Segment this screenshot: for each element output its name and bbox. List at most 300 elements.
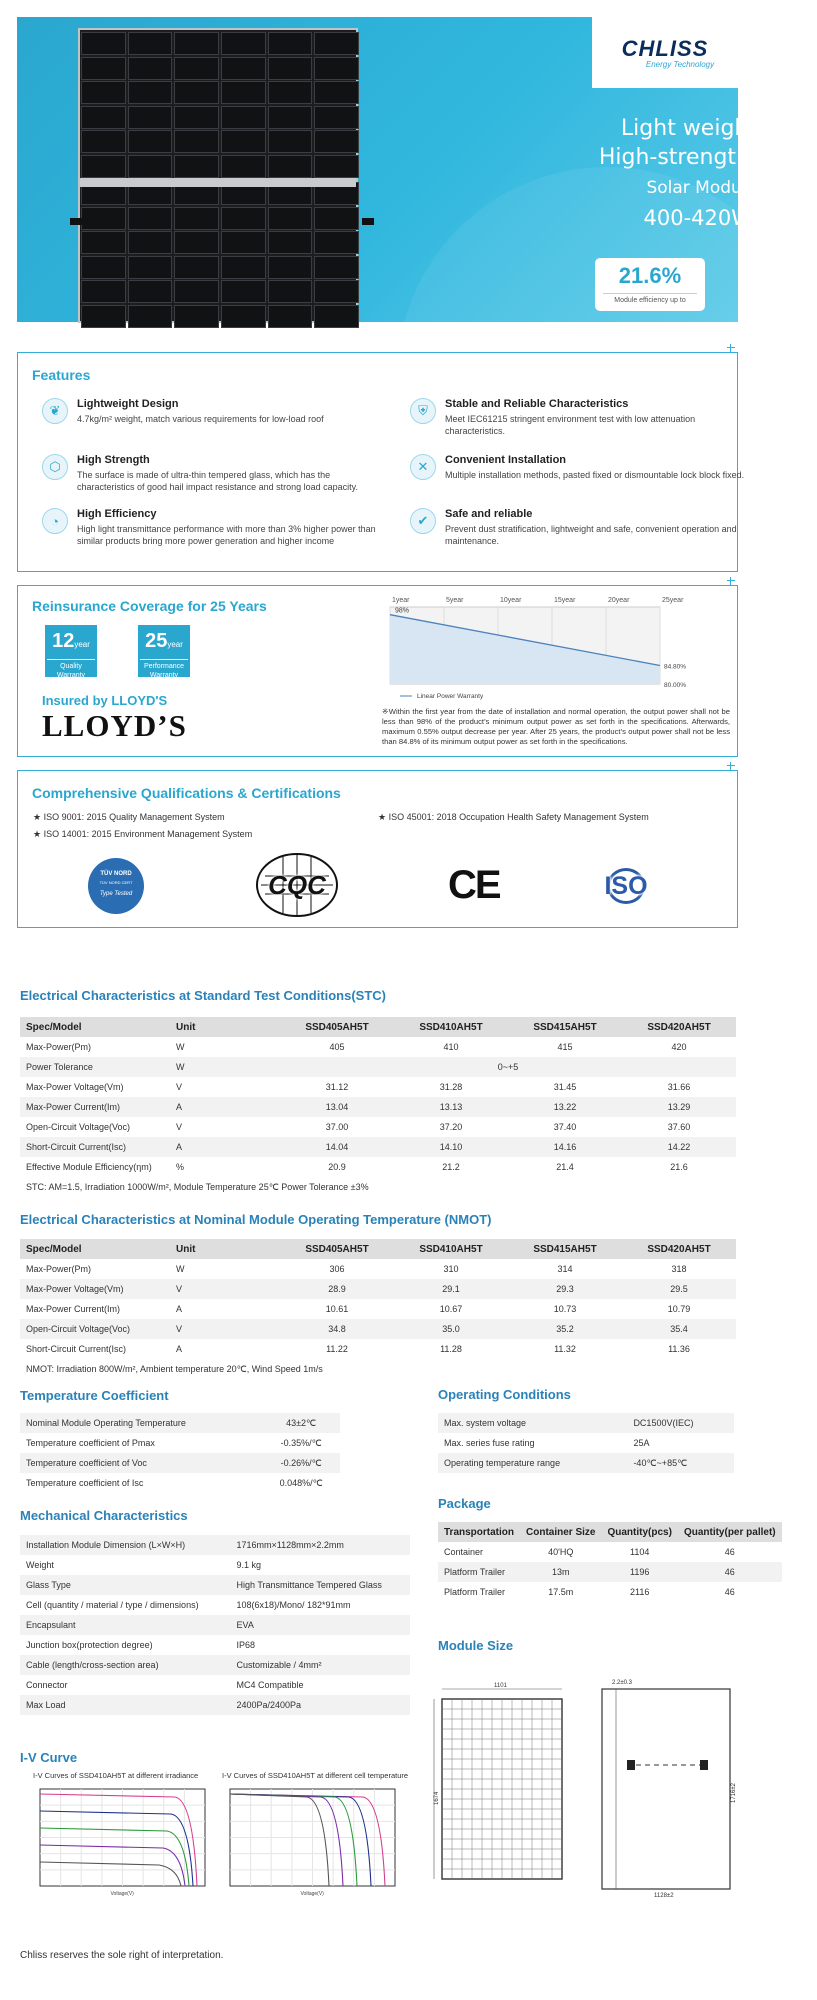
hexagon-icon: ⬡: [42, 454, 68, 480]
table-row: [20, 1655, 410, 1675]
certifications-title: Comprehensive Qualifications & Certifications: [32, 785, 341, 801]
solar-cell: [128, 207, 173, 230]
table-cell: V: [176, 1082, 183, 1092]
solar-cell: [221, 231, 266, 254]
corner-cross: [727, 577, 735, 585]
hero-line-1: Light weight: [620, 116, 757, 141]
table-cell: 29.3: [508, 1279, 622, 1299]
solar-cell: [268, 155, 313, 178]
quality-warranty-label: Quality Warranty: [47, 659, 95, 680]
table-cell: 21.2: [442, 1162, 460, 1172]
table-row: [20, 1473, 340, 1493]
table-header-cell: SSD420AH5T: [622, 1239, 736, 1259]
lloyds-logo: LLOYD’S: [42, 708, 187, 743]
dimension-thickness: 2.2±0.3: [612, 1680, 632, 1686]
chart-x-tick: 1year: [392, 597, 410, 604]
logo-wordmark: CHLISS: [621, 36, 709, 61]
table-header-cell: SSD405AH5T: [280, 1017, 394, 1037]
table-row: [20, 1117, 736, 1137]
table-row: [20, 1319, 736, 1339]
module-connector: [627, 1760, 635, 1770]
table-cell: Customizable / 4mm²: [230, 1655, 410, 1675]
table-cell: 318: [671, 1264, 687, 1274]
tempcoef-title: Temperature Coefficient: [20, 1388, 169, 1403]
table-cell: IP68: [236, 1640, 255, 1650]
warranty-note: ※Within the first year from the date of installation and normal operation, the output power shall not be less than 98% of the product’s minimum output power as set forth in the specifications. Afterwards, maximum 0.55% output decrease per year. After 25 years, the product’s output power shall not be less than 84.8% of its minimum output power as set forth in the specifications.: [382, 707, 730, 746]
table-cell: 21.4: [556, 1162, 574, 1172]
table-cell: 0~+5: [280, 1057, 736, 1077]
dimension-side-width: 1128±2: [654, 1893, 674, 1899]
tuv-logo: [88, 858, 144, 914]
gauge-icon: ◔: [42, 508, 68, 534]
table-header-cell: Spec/Model: [20, 1017, 170, 1037]
table-row: [20, 1575, 410, 1595]
table-cell: Max. system voltage: [438, 1413, 627, 1433]
solar-cell: [81, 305, 126, 328]
feature-title: Stable and Reliable Characteristics: [445, 398, 629, 410]
table-cell: 11.22: [326, 1344, 348, 1354]
table-cell: 14.10: [394, 1137, 508, 1157]
iv-x-label: Voltage(V): [110, 1891, 134, 1897]
table-cell: 1196: [601, 1562, 677, 1582]
table-cell: DC1500V(IEC): [627, 1413, 734, 1433]
table-cell: 31.28: [439, 1082, 463, 1092]
table-cell: 29.1: [394, 1279, 508, 1299]
table-cell: Temperature coefficient of Pmax: [26, 1438, 155, 1448]
solar-cell: [268, 231, 313, 254]
solar-cell: [128, 305, 173, 328]
table-row: [438, 1453, 734, 1473]
package-title: Package: [438, 1496, 491, 1511]
dimension-height: 1674: [434, 1791, 440, 1805]
table-row: [438, 1582, 782, 1602]
solar-cell: [221, 155, 266, 178]
hero-line-3: Solar Module: [646, 178, 757, 198]
solar-cell: [81, 81, 126, 104]
table-cell: 31.12: [325, 1082, 349, 1092]
solar-cell: [81, 32, 126, 55]
table-cell: 1716mm×1128mm×2.2mm: [230, 1535, 410, 1555]
module-size-title: Module Size: [438, 1638, 514, 1653]
iv-chart-irradiance: [30, 1781, 210, 1901]
solar-cell: [221, 305, 266, 328]
table-header-cell: Quantity(per pallet): [678, 1522, 782, 1542]
solar-cell: [268, 81, 313, 104]
table-cell: A: [176, 1304, 183, 1314]
solar-cell: [81, 155, 126, 178]
solar-cell: [81, 256, 126, 279]
iso-logo-text: ISO: [604, 872, 648, 900]
solar-cell: [268, 256, 313, 279]
feature-desc: Multiple installation methods, pasted fixed or dismountable lock block fixed.: [445, 470, 745, 480]
table-header-cell: Quantity(pcs): [601, 1522, 677, 1542]
tuv-logo-top: TÜV NORD: [100, 871, 132, 877]
solar-cell: [221, 207, 266, 230]
table-row: [438, 1562, 782, 1582]
table-cell: Temperature coefficient of Isc: [26, 1478, 144, 1488]
table-cell: A: [170, 1137, 280, 1157]
table-cell: 35.0: [394, 1319, 508, 1339]
table-header-cell: Container Size: [520, 1522, 601, 1542]
table-row: [20, 1635, 410, 1655]
table-cell: -40℃~+85℃: [627, 1453, 734, 1473]
table-cell: 2400Pa/2400Pa: [230, 1695, 410, 1715]
nmot-title: Electrical Characteristics at Nominal Module Operating Temperature (NMOT): [20, 1212, 492, 1227]
table-cell: Connector: [26, 1680, 68, 1690]
table-cell: MC4 Compatible: [236, 1680, 304, 1690]
table-cell: 410: [443, 1042, 459, 1052]
solar-cell: [268, 207, 313, 230]
table-cell: 37.20: [439, 1122, 463, 1132]
solar-cell: [268, 130, 313, 153]
table-cell: 310: [443, 1264, 459, 1274]
table-cell: V: [170, 1279, 280, 1299]
solar-cell: [81, 130, 126, 153]
table-header-cell: SSD410AH5T: [394, 1017, 508, 1037]
solar-cell: [221, 130, 266, 153]
feature-title: High Strength: [77, 454, 150, 466]
table-cell: 13.13: [394, 1097, 508, 1117]
table-cell: 11.36: [668, 1344, 690, 1354]
stc-note: STC: AM=1.5, Irradiation 1000W/m², Module Temperature 25℃ Power Tolerance ±3%: [26, 1181, 369, 1192]
table-cell: 108(6x18)/Mono/ 182*91mm: [236, 1600, 351, 1610]
insured-by-text: Insured by LLOYD'S: [42, 693, 168, 708]
solar-cell: [314, 81, 359, 104]
table-cell: 29.5: [622, 1279, 736, 1299]
table-cell: 10.67: [439, 1304, 463, 1314]
iv-title: I-V Curve: [20, 1750, 78, 1765]
performance-warranty-unit: year: [167, 640, 183, 649]
table-cell: 13.29: [622, 1097, 736, 1117]
table-cell: Power Tolerance: [20, 1057, 170, 1077]
table-row: [20, 1299, 736, 1319]
table-cell: Open-Circuit Voltage(Voc): [26, 1122, 131, 1132]
table-cell: 37.60: [667, 1122, 691, 1132]
efficiency-badge: [595, 258, 705, 311]
tuv-logo-bottom: Type Tested: [99, 891, 133, 897]
solar-cell: [128, 231, 173, 254]
chart-x-tick: 10year: [500, 597, 522, 604]
chart-x-tick: 20year: [608, 597, 630, 604]
table-header-cell: SSD415AH5T: [508, 1239, 622, 1259]
operating-table: [438, 1413, 734, 1473]
table-cell: Cell (quantity / material / type / dimensions): [26, 1600, 199, 1610]
table-cell: 1104: [630, 1547, 650, 1557]
chart-x-tick: 25year: [662, 597, 684, 604]
cqc-logo-text: CQC: [268, 870, 326, 900]
table-cell: 10.79: [667, 1304, 691, 1314]
table-cell: 314: [557, 1264, 573, 1274]
solar-cell: [314, 57, 359, 80]
solar-cell: [174, 305, 219, 328]
junction-box-left: [70, 218, 82, 225]
table-header-cell: SSD420AH5T: [622, 1017, 736, 1037]
performance-warranty-badge: [138, 625, 190, 677]
check-shield-icon: ✔: [410, 508, 436, 534]
table-cell: 28.9: [280, 1279, 394, 1299]
solar-cell: [268, 106, 313, 129]
mechanical-table: [20, 1535, 410, 1715]
feature-desc: 4.7kg/m² weight, match various requirements for low-load roof: [77, 414, 324, 424]
table-cell: 11.28: [440, 1344, 462, 1354]
solar-cell: [221, 81, 266, 104]
table-cell: V: [170, 1319, 280, 1339]
panel-divider: [80, 178, 356, 187]
table-cell: Junction box(protection degree): [26, 1640, 153, 1650]
cert-item: ★ ISO 9001: 2015 Quality Management System: [33, 812, 225, 822]
footer-disclaimer: Chliss reserves the sole right of interpretation.: [20, 1950, 224, 1961]
table-row: [20, 1339, 736, 1359]
feature-desc: High light transmittance performance with more than 3% higher power than similar products bring more power generation and higher income: [77, 524, 376, 546]
table-row: [438, 1413, 734, 1433]
operating-title: Operating Conditions: [438, 1387, 571, 1402]
module-back-outline: [602, 1689, 730, 1889]
table-cell: 35.4: [622, 1319, 736, 1339]
nmot-note: NMOT: Irradiation 800W/m², Ambient temperature 20℃, Wind Speed 1m/s: [26, 1363, 323, 1374]
table-cell: 46: [678, 1562, 782, 1582]
table-cell: Temperature coefficient of Voc: [20, 1453, 262, 1473]
table-cell: Max. series fuse rating: [444, 1438, 535, 1448]
table-cell: 415: [557, 1042, 573, 1052]
table-cell: Weight: [26, 1560, 54, 1570]
table-header-cell: Spec/Model: [20, 1239, 170, 1259]
solar-cell: [174, 155, 219, 178]
iv-chart-temperature: [220, 1781, 400, 1901]
table-cell: Nominal Module Operating Temperature: [20, 1413, 262, 1433]
feature-title: High Efficiency: [77, 508, 157, 520]
table-cell: High Transmittance Tempered Glass: [230, 1575, 410, 1595]
solar-cell: [81, 57, 126, 80]
feature-title: Safe and reliable: [445, 508, 533, 520]
table-cell: Open-Circuit Voltage(Voc): [20, 1319, 170, 1339]
efficiency-label: Module efficiency up to: [603, 293, 697, 304]
logo-tagline: Energy Technology: [645, 60, 715, 69]
table-header-cell: Unit: [170, 1017, 280, 1037]
solar-cell: [174, 32, 219, 55]
hero-line-2: High-strength: [598, 145, 750, 170]
solar-cell: [174, 106, 219, 129]
table-cell: Max-Power Voltage(Vm): [20, 1279, 170, 1299]
table-cell: A: [170, 1097, 280, 1117]
efficiency-value: 21.6%: [618, 263, 682, 288]
performance-warranty-label: Performance Warranty: [140, 659, 188, 680]
solar-cell: [268, 57, 313, 80]
solar-cell: [128, 256, 173, 279]
table-cell: W: [176, 1264, 185, 1274]
chart-legend: Linear Power Warranty: [417, 693, 484, 700]
solar-cell: [174, 130, 219, 153]
cqc-logo: [255, 852, 339, 918]
quality-warranty-unit: year: [74, 640, 90, 649]
table-cell: Max-Power Current(Im): [20, 1097, 170, 1117]
solar-cell: [314, 256, 359, 279]
table-row: [20, 1037, 736, 1057]
table-row: [20, 1675, 410, 1695]
table-cell: Max-Power Voltage(Vm): [26, 1082, 124, 1092]
table-cell: 17.5m: [548, 1587, 574, 1597]
table-cell: 14.22: [622, 1137, 736, 1157]
table-cell: 43±2℃: [262, 1413, 340, 1433]
warranty-chart: [380, 592, 730, 700]
table-cell: -0.26%/℃: [262, 1453, 340, 1473]
table-cell: 0.048%/℃: [279, 1477, 323, 1488]
solar-cell: [268, 305, 313, 328]
table-cell: Cable (length/cross-section area): [20, 1655, 230, 1675]
solar-cell: [221, 32, 266, 55]
table-cell: W: [176, 1042, 185, 1052]
table-cell: Max-Power Current(Im): [26, 1304, 121, 1314]
table-cell: Max Load: [20, 1695, 230, 1715]
corner-cross: [727, 762, 735, 770]
table-cell: 13.04: [280, 1097, 394, 1117]
iso-logo: [597, 868, 655, 904]
table-cell: 31.45: [553, 1082, 577, 1092]
table-cell: 21.6: [670, 1162, 688, 1172]
chart-label-end: 84.80%: [664, 663, 687, 671]
table-cell: Glass Type: [20, 1575, 230, 1595]
cert-item: ★ ISO 45001: 2018 Occupation Health Safety Management System: [378, 812, 649, 822]
chart-x-tick: 15year: [554, 597, 576, 604]
solar-cell: [81, 207, 126, 230]
quality-warranty-badge: [45, 625, 97, 677]
table-cell: Max-Power(Pm): [26, 1264, 92, 1274]
table-cell: Platform Trailer: [444, 1587, 506, 1597]
stc-table: [20, 1017, 736, 1197]
table-cell: 9.1 kg: [236, 1560, 262, 1570]
solar-cell: [81, 231, 126, 254]
solar-cell: [128, 57, 173, 80]
table-cell: 13m: [520, 1562, 601, 1582]
table-cell: 420: [671, 1042, 687, 1052]
table-cell: Short-Circuit Current(Isc): [20, 1137, 170, 1157]
solar-cell: [314, 32, 359, 55]
solar-cell: [314, 106, 359, 129]
solar-cell: [221, 57, 266, 80]
table-cell: 37.40: [553, 1122, 577, 1132]
table-cell: 10.73: [553, 1304, 577, 1314]
table-cell: 46: [724, 1547, 735, 1557]
table-header-cell: SSD410AH5T: [394, 1239, 508, 1259]
solar-cell: [174, 231, 219, 254]
table-cell: 35.2: [508, 1319, 622, 1339]
ce-mark: CE: [448, 863, 500, 907]
quality-warranty-years: 12: [52, 630, 75, 652]
feature-desc: The surface is made of ultra-thin tempered glass, which has the characteristics of good hail impact resistance and strong load capacity.: [77, 470, 358, 492]
table-cell: 20.9: [328, 1162, 346, 1172]
solar-cell: [221, 280, 266, 303]
table-row: [438, 1542, 782, 1562]
solar-cell: [268, 280, 313, 303]
solar-cell: [128, 130, 173, 153]
table-cell: 11.32: [554, 1344, 576, 1354]
table-row: [20, 1695, 410, 1715]
brand-logo: [592, 17, 738, 88]
leaf-icon: ❦: [42, 398, 68, 424]
table-row: [20, 1157, 736, 1177]
table-row: [20, 1259, 736, 1279]
solar-cell: [314, 130, 359, 153]
table-row: [20, 1279, 736, 1299]
table-cell: 14.04: [280, 1137, 394, 1157]
table-cell: Platform Trailer: [438, 1562, 520, 1582]
table-cell: 25A: [633, 1438, 650, 1448]
corner-cross: [727, 344, 735, 352]
table-cell: 306: [329, 1264, 345, 1274]
table-cell: 34.8: [280, 1319, 394, 1339]
table-cell: 2116: [630, 1587, 650, 1597]
table-cell: %: [176, 1162, 185, 1172]
features-title: Features: [32, 367, 91, 383]
tempcoef-table: [20, 1413, 340, 1493]
tools-icon: ✕: [410, 454, 436, 480]
feature-desc: Prevent dust stratification, lightweight and safe, convenient operation and maintenance.: [445, 524, 737, 546]
solar-cell: [314, 207, 359, 230]
table-cell: 13.22: [508, 1097, 622, 1117]
solar-cell: [174, 280, 219, 303]
solar-cell: [174, 57, 219, 80]
solar-cell: [221, 106, 266, 129]
table-cell: 10.61: [325, 1304, 349, 1314]
feature-desc: Meet IEC61215 stringent environment test with low attenuation characteristics.: [445, 414, 696, 436]
dimension-side-height: 1716±2: [731, 1783, 737, 1803]
table-row: [20, 1057, 736, 1077]
table-row: [20, 1535, 410, 1555]
table-cell: 31.66: [667, 1082, 691, 1092]
table-header-cell: SSD405AH5T: [280, 1239, 394, 1259]
table-cell: 40'HQ: [548, 1547, 574, 1557]
table-cell: Installation Module Dimension (L×W×H): [20, 1535, 230, 1555]
warranty-title: Reinsurance Coverage for 25 Years: [32, 598, 267, 614]
chart-x-tick: 5year: [446, 597, 464, 604]
table-row: [20, 1077, 736, 1097]
solar-cell: [128, 155, 173, 178]
table-cell: V: [176, 1122, 183, 1132]
solar-cell: [128, 32, 173, 55]
table-cell: 405: [329, 1042, 345, 1052]
solar-cell: [221, 256, 266, 279]
iv-caption-irradiance: I-V Curves of SSD410AH5T at different irradiance: [33, 1771, 199, 1780]
performance-warranty-years: 25: [145, 630, 168, 652]
solar-cell: [314, 231, 359, 254]
chart-label-start: 98%: [395, 607, 410, 615]
table-cell: A: [176, 1344, 183, 1354]
solar-cell: [268, 32, 313, 55]
table-row: [20, 1555, 410, 1575]
feature-title: Lightweight Design: [77, 398, 179, 410]
solar-cell: [314, 305, 359, 328]
table-row: [20, 1615, 410, 1635]
table-cell: Max-Power(Pm): [26, 1042, 92, 1052]
table-row: [20, 1097, 736, 1117]
solar-cell: [174, 81, 219, 104]
table-header-cell: Transportation: [438, 1522, 520, 1542]
table-header-cell: SSD415AH5T: [508, 1017, 622, 1037]
table-cell: -0.35%/℃: [280, 1437, 322, 1448]
table-row: [20, 1433, 340, 1453]
table-cell: 14.16: [508, 1137, 622, 1157]
table-row: [20, 1137, 736, 1157]
dimension-width: 1101: [494, 1683, 507, 1689]
iv-caption-temperature: I-V Curves of SSD410AH5T at different cell temperature: [222, 1771, 409, 1780]
solar-cell: [128, 106, 173, 129]
table-cell: EVA: [230, 1615, 410, 1635]
solar-cell: [174, 207, 219, 230]
table-row: [20, 1453, 340, 1473]
table-cell: Encapsulant: [20, 1615, 230, 1635]
solar-cell: [81, 106, 126, 129]
table-cell: Operating temperature range: [438, 1453, 627, 1473]
nmot-table: [20, 1239, 736, 1379]
